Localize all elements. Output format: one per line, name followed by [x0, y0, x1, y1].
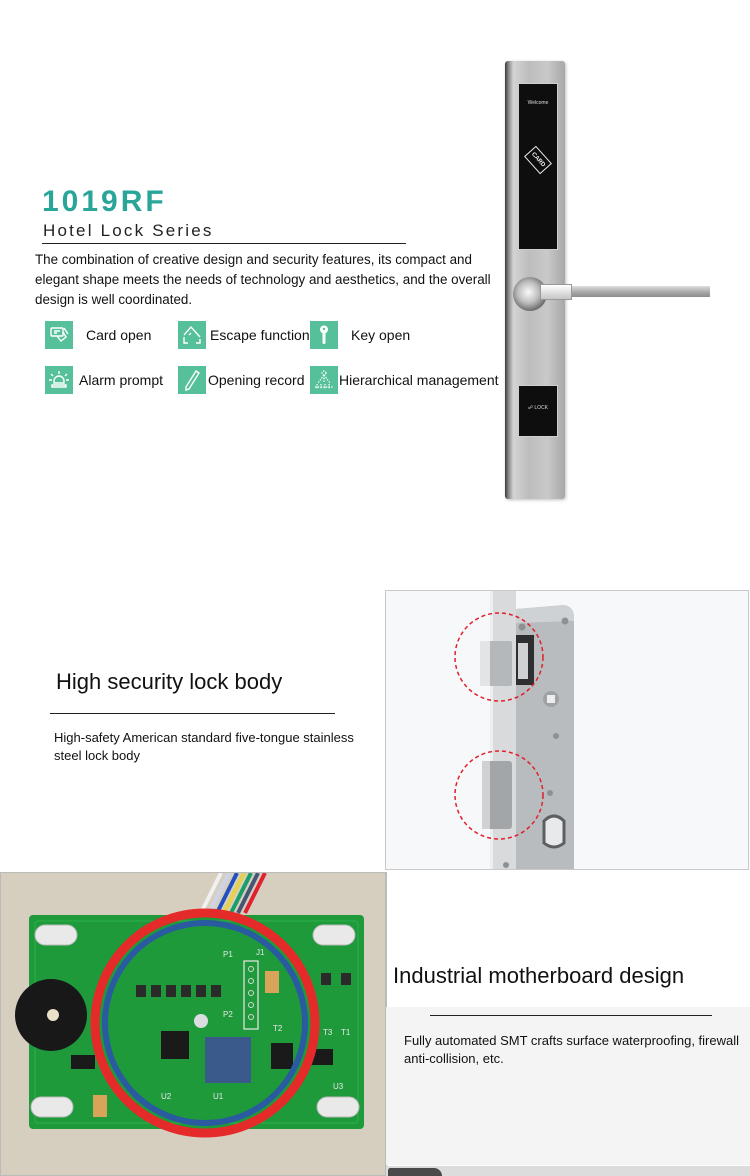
lock-body-image [385, 590, 749, 870]
feature-label: Card open [86, 327, 152, 343]
feature-label: Key open [351, 327, 411, 343]
lock-indicator-text: ☍ LOCK [527, 405, 549, 411]
svg-text:U2: U2 [161, 1092, 172, 1101]
divider [50, 713, 335, 714]
card-symbol: CARD [524, 146, 552, 175]
svg-text:T1: T1 [341, 1028, 351, 1037]
escape-house-icon [178, 321, 206, 349]
card-swipe-icon [45, 321, 73, 349]
model-number: 1019RF [42, 185, 167, 218]
divider [430, 1015, 712, 1016]
svg-text:T2: T2 [273, 1024, 283, 1033]
svg-text:P2: P2 [223, 1010, 233, 1019]
lever-neck [540, 284, 572, 300]
feature-alarm-prompt [45, 366, 163, 394]
next-image-edge [388, 1168, 442, 1176]
series-subtitle: Hotel Lock Series [43, 221, 214, 240]
feature-key-open [310, 321, 410, 349]
intro-description: The combination of creative design and security features, its compact and elegant shape meets the needs of technology and aesthetics, and the overall design is well coordinated. [35, 252, 491, 307]
lock-body-description: High-safety American standard five-tongue stainless steel lock body [54, 730, 354, 763]
motherboard-image [0, 872, 386, 1176]
feature-label: Opening record [208, 372, 305, 388]
feature-hierarchical-management [310, 366, 499, 394]
feature-label: Hierarchical management [339, 372, 499, 388]
lock-symbol-icon: ☍ [527, 405, 535, 411]
motherboard-title: Industrial motherboard design [393, 963, 685, 988]
svg-text:T3: T3 [323, 1028, 333, 1037]
motherboard-description: Fully automated SMT crafts surface waterproofing, firewall anti-collision, etc. [404, 1033, 740, 1066]
alarm-light-icon [45, 366, 73, 394]
lock-indicator-panel [518, 385, 558, 437]
pen-icon [178, 366, 206, 394]
lock-welcome-text: Welcome [527, 100, 549, 106]
feature-label: Escape function [210, 327, 310, 343]
key-icon [310, 321, 338, 349]
next-section-preview [386, 1166, 750, 1176]
pcb-label: J1 [256, 948, 265, 957]
feature-label: Alarm prompt [79, 372, 164, 388]
feature-card-open [45, 321, 151, 349]
svg-text:P1: P1 [223, 950, 233, 959]
feature-escape-function [178, 321, 310, 349]
hierarchy-icon [310, 366, 338, 394]
svg-text:U3: U3 [333, 1082, 344, 1091]
svg-text:U1: U1 [213, 1092, 224, 1101]
divider [42, 243, 406, 244]
lock-body-title: High security lock body [56, 669, 283, 694]
feature-opening-record [178, 366, 305, 394]
motherboard-text-panel-lower [386, 1007, 750, 1165]
